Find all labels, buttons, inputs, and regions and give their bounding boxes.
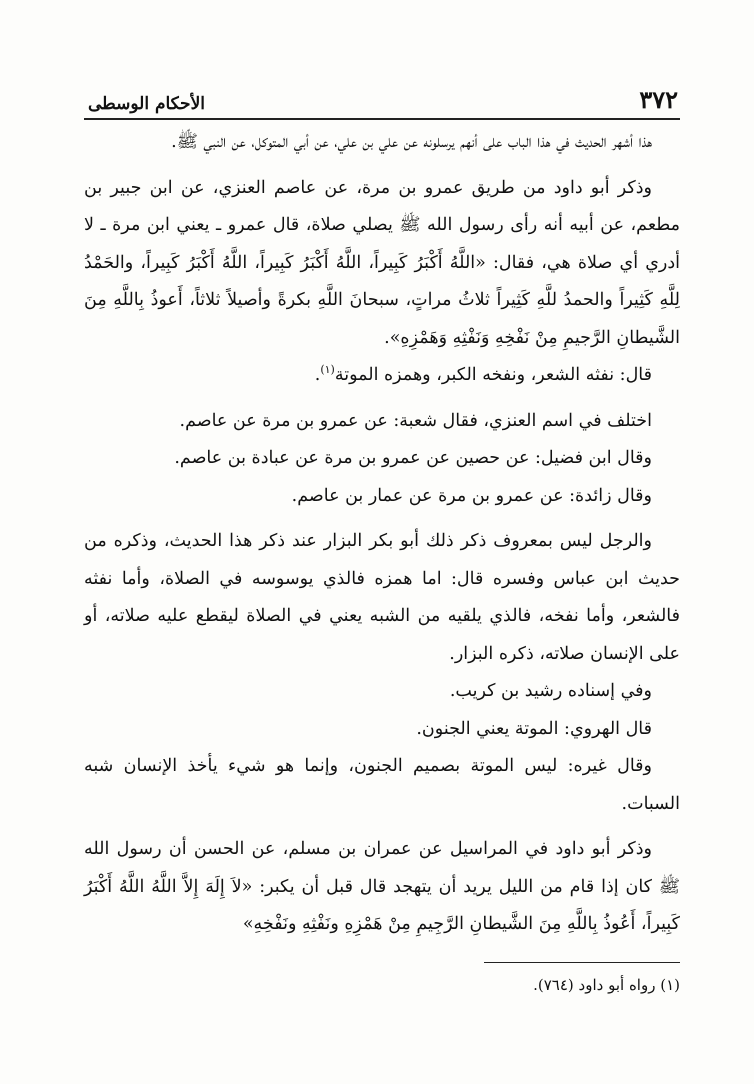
paragraph-name-dispute: اختلف في اسم العنزي، فقال شعبة: عن عمرو بن مرة عن عاصم. [179, 410, 652, 431]
header-divider [84, 118, 680, 120]
footnote-divider [484, 962, 680, 963]
paragraph-isnad: وفي إسناده رشيد بن كريب. [449, 681, 652, 701]
paragraph-explanation: قال: نفثه الشعر، ونفخه الكبر، وهمزه الموتة$^{(١)}$. [314, 363, 652, 385]
paragraph-harawi: قال الهروي: الموتة يعني الجنون. [416, 718, 652, 739]
page-number: ٣٧٢ [639, 85, 678, 114]
paragraph-bazzar: والرجل ليس بمعروف ذكر ذلك أبو بكر البزار عند ذكر هذا الحديث، وذكره من حديث ابن عباس وفسره قال: اما همزه فالذي يوسوسه في الصلاة، وأما نفثه فالشعر، وأما نفخه، فالذي يلقيه من الشبه يعني في الصلاة ليقطع عليه صلاته، أو على الإنسان صلاته، ذكره البزار. [84, 531, 680, 664]
footnote-marker: (١) [320, 363, 335, 377]
page-header [88, 78, 678, 114]
paragraph-marasil: وذكر أبو داود في المراسيل عن عمران بن مسلم، عن الحسن أن رسول الله ﷺ كان إذا قام من الليل يريد أن يتهجد قال قبل أن يكبر: «لاَ إِلَهَ إِلاَّ اللَّهُ اللَّهُ أَكْبَرُ كَبِيراً، أَعُوذُ بِاللَّهِ مِنَ الشَّيطانِ الرَّجِيمِ مِنْ هَمْزِهِ ونَفْثِهِ ونَفْخِهِ» [84, 839, 680, 934]
footnote: (١) رواه أبو داود (٧٦٤). [533, 976, 680, 994]
book-title: الأحكام الوسطى [88, 94, 205, 114]
main-text [84, 124, 680, 944]
paragraph-hadith-most-famous: هذا أشهر الحديث في هذا الباب على أنهم يرسلونه عن علي بن علي، عن أبي المتوكل، عن النبي ﷺ. [171, 132, 652, 152]
paragraph-abu-dawud-narration: وذكر أبو داود من طريق عمرو بن مرة، عن عاصم العنزي، عن ابن جبير بن مطعم، عن أبيه أنه رأى رسول الله ﷺ يصلي صلاة، قال عمرو ـ يعني ابن مرة ـ لا أدري أي صلاة هي، فقال: «اللَّهُ أَكْبَرُ كَبِيراً، اللَّهُ أَكْبَرُ كَبِيراً، اللَّهُ أَكْبَرُ كَبِيراً، والحَمْدُ لِلَّهِ كَثِيراً والحمدُ للَّهِ كَثِيراً ثلاثُ مراتٍ، سبحانَ اللَّهِ بكرةً وأصيلاً ثلاثاً، أَعوذُ بِاللَّهِ مِنَ الشَّيطانِ الرَّجيمِ مِنْ نَفْخِهِ وَنَفْثِهِ وَهَمْزِهِ». [84, 177, 680, 348]
explanation-text: قال: نفثه الشعر، ونفخه الكبر، وهمزه الموتة [334, 365, 652, 385]
paragraph-ibn-fudayl: وقال ابن فضيل: عن حصين عن عمرو بن مرة عن عبادة بن عاصم. [174, 448, 652, 468]
paragraph-zaidah: وقال زائدة: عن عمرو بن مرة عن عمار بن عاصم. [291, 485, 652, 506]
paragraph-other-opinion: وقال غيره: ليس الموتة بصميم الجنون، وإنما هو شيء يأخذ الإنسان شبه السبات. [84, 756, 680, 814]
